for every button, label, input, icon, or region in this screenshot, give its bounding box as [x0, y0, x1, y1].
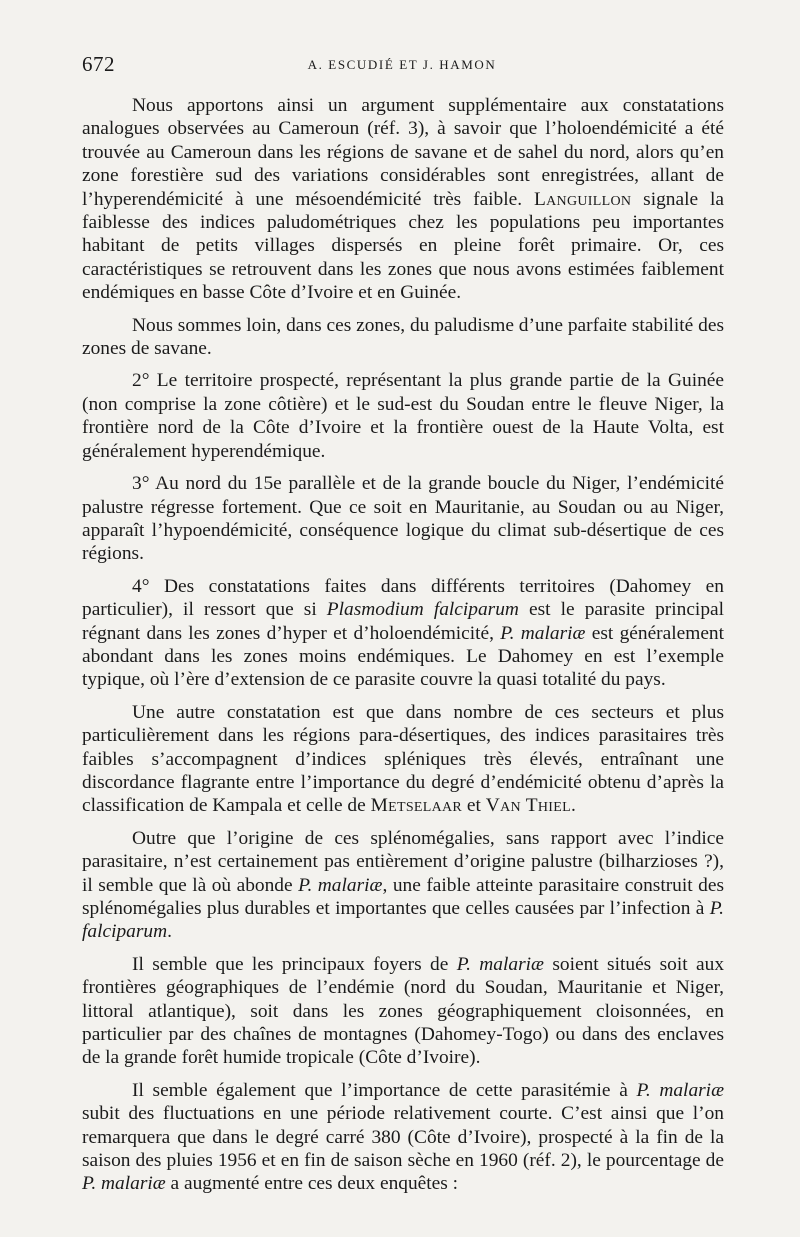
paragraph-8: Il semble que les principaux foyers de P. malariæ soient situés soit aux frontières géographiques de l’endémie (nord du Soudan, Mauritanie et Niger, littoral atlantique), soit dans les zones géographiquement cloisonnées, en particulier par des chaînes de montagnes (Dahomey-Togo) ou dans des enclaves de la grande forêt humide tropicale (Côte d’Ivoire). [82, 953, 725, 1069]
body-text [82, 94, 724, 1205]
paragraph-2: Nous sommes loin, dans ces zones, du paludisme d’une parfaite stabilité des zones de savane. [82, 314, 724, 360]
species-name: P. malariæ [636, 1079, 725, 1101]
paragraph-1: Nous apportons ainsi un argument supplémentaire aux constatations analogues observées au Cameroun (réf. 3), à savoir que l’holoendémicité a été trouvée au Cameroun dans les régions de savane et de sahel du nord, alors qu’en zone forestière sud des variations considérables sont enregistrées, allant de l’hyperendémicité à une mésoendémicité très faible. Languillon signale la faiblesse des indices paludométriques chez les populations peu importantes habitant de petits villages dispersés en pleine forêt primaire. Or, ces caractéristiques se retrouvent dans les zones que nous avons estimées faiblement endémiques en basse Côte d’Ivoire et en Guinée. [82, 95, 724, 304]
species-name: P. falciparum [82, 898, 724, 943]
paragraph-4: 3° Au nord du 15e parallèle et de la grande boucle du Niger, l’endémicité palustre régresse fortement. Que ce soit en Mauritanie, au Soudan ou au Niger, apparaît l’hypoendémicité, conséquence logique du climat sub-désertique de ces régions. [82, 473, 724, 565]
species-name: Plasmodium falciparum [326, 599, 519, 621]
running-head: A. ESCUDIÉ ET J. HAMON [307, 57, 497, 72]
author-name: Languillon [534, 188, 632, 210]
paragraph-7: Outre que l’origine de ces splénomégalies, sans rapport avec l’indice parasitaire, n’est certainement pas entièrement d’origine palustre (bilharzioses ?), il semble que là où abonde P. malariæ, une faible atteinte parasitaire construit des splénomégalies plus durables et importantes que celles causées par l’infection à P. falciparum. [82, 827, 724, 943]
paragraph-6: Une autre constatation est que dans nombre de ces secteurs et plus particulièrement dans les régions para-désertiques, des indices parasitaires très faibles s’accompagnent d’indices spléniques très élevés, entraînant une discordance flagrante entre l’importance du degré d’endémicité obtenu d’après la classification de Kampala et celle de Metselaar et Van Thiel. [82, 701, 724, 817]
page-number: 672 [82, 52, 115, 76]
author-name: Van Thiel [485, 795, 571, 817]
species-name: P. malariæ [456, 953, 544, 975]
paragraph-9: Il semble également que l’importance de cette parasitémie à P. malariæ subit des fluctuations en une période relativement courte. C’est ainsi que l’on remarquera que dans le degré carré 380 (Côte d’Ivoire), prospecté à la fin de la saison des pluies 1956 et en fin de saison sèche en 1960 (réf. 2), le pourcentage de P. malariæ a augmenté entre ces deux enquêtes : [82, 1079, 725, 1195]
paragraph-5: 4° Des constatations faites dans différents territoires (Dahomey en particulier), il ressort que si Plasmodium falciparum est le parasite principal régnant dans les zones d’hyper et d’holoendémicité, P. malariæ est généralement abondant dans les zones moins endémiques. Le Dahomey en est l’exemple typique, où l’ère d’extension de ce parasite couvre la quasi totalité du pays. [82, 575, 725, 691]
page-header [82, 52, 722, 80]
paragraph-3: 2° Le territoire prospecté, représentant la plus grande partie de la Guinée (non comprise la zone côtière) et le sud-est du Soudan entre le fleuve Niger, la frontière nord de la Côte d’Ivoire et la frontière ouest de la Haute Volta, est généralement hyperendémique. [82, 370, 724, 462]
species-name: P. malariæ [500, 622, 586, 644]
author-name: Metselaar [370, 795, 463, 817]
species-name: P. malariæ [82, 1173, 166, 1195]
species-name: P. malariæ [298, 874, 383, 896]
